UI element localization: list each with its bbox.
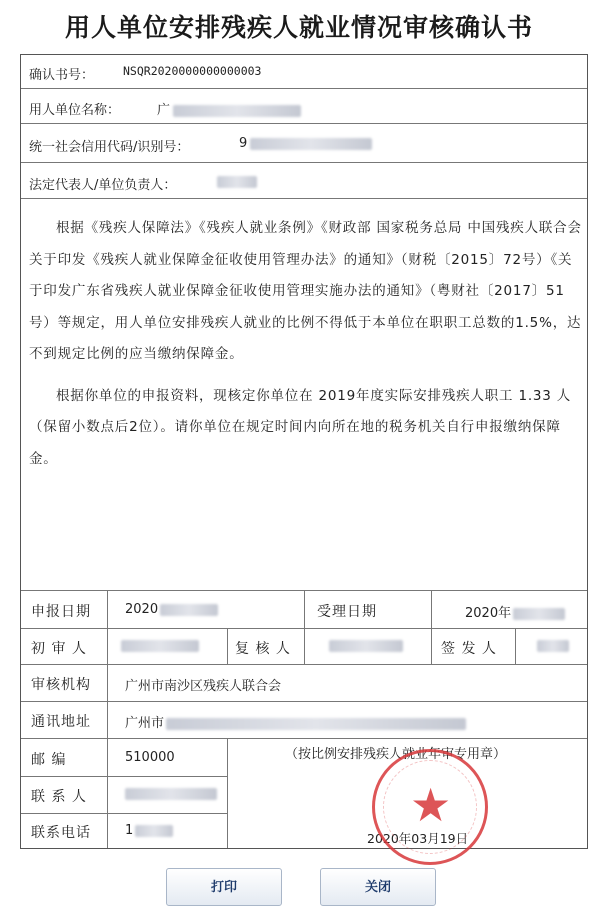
second-reviewer-value [329, 640, 403, 652]
notice-paragraph-1: 根据《残疾人保障法》《残疾人就业条例》《财政部 国家税务总局 中国残疾人联合会关于印发《残疾人就业保障金征收使用管理办法》的通知》（财税〔2015〕72号）《关于印发广东省残疾人就业保障金征收使用管理实施办法的通知》（粤财社〔2017〕51号）等规定，用人单位安排残疾人就业的比例不得低于本单位在职职工总数的1.5%，达不到规定比例的应当缴纳保障金。 [29, 220, 582, 362]
phone-label: 联系电话 [31, 825, 91, 841]
unit-name-label: 用人单位名称： [29, 103, 121, 118]
notice-body [21, 199, 587, 591]
legal-rep-value [217, 176, 257, 188]
page-title: 用人单位安排残疾人就业情况审核确认书 [64, 13, 533, 42]
issuer-value [537, 640, 569, 652]
issuer-label: 签 发 人 [441, 641, 497, 657]
cert-no-value: NSQR2020000000000003 [123, 64, 262, 78]
notice-paragraph-2: 根据你单位的申报资料，现核定你单位在 2019年度实际安排残疾人职工 1.33 人（保留小数点后2位）。请你单位在规定时间内向所在地的税务机关自行申报缴纳保障金。 [29, 387, 572, 467]
postcode-value: 510000 [125, 750, 175, 765]
close-button[interactable]: 关闭 [320, 868, 436, 906]
unit-name-row [21, 89, 587, 124]
audit-org-label: 审核机构 [31, 677, 91, 693]
apply-date-label: 申报日期 [31, 604, 91, 620]
contact-label: 联 系 人 [31, 789, 87, 805]
credit-code-row [21, 124, 587, 163]
address-label: 通讯地址 [31, 714, 91, 730]
phone-value: 1 [125, 823, 173, 838]
first-reviewer-label: 初 审 人 [31, 641, 87, 657]
unit-name-value: 广 [157, 99, 301, 118]
postcode-label: 邮 编 [31, 752, 67, 768]
legal-rep-label: 法定代表人/单位负责人： [29, 178, 177, 193]
legal-rep-row [21, 163, 587, 199]
cert-no-label: 确认书号： [29, 68, 95, 83]
first-reviewer-value [121, 640, 199, 652]
seal-caption: （按比例安排残疾人就业年审专用章） [285, 747, 507, 762]
official-seal [372, 749, 488, 865]
audit-org-value: 广州市南沙区残疾人联合会 [125, 679, 282, 694]
second-reviewer-label: 复 核 人 [235, 641, 291, 657]
address-value: 广州市 [125, 712, 466, 731]
cert-no-row [21, 55, 587, 89]
seal-star-icon: ★ [410, 778, 452, 832]
accept-date-value: 2020年 [465, 602, 565, 621]
seal-date: 2020年03月19日 [367, 831, 469, 846]
apply-date-value: 2020 [125, 602, 218, 617]
certificate-form [20, 54, 588, 849]
credit-code-value: 9 [239, 136, 372, 151]
contact-value [125, 788, 217, 800]
credit-code-label: 统一社会信用代码/识别号： [29, 140, 190, 155]
print-button[interactable]: 打印 [166, 868, 282, 906]
accept-date-label: 受理日期 [317, 604, 377, 620]
